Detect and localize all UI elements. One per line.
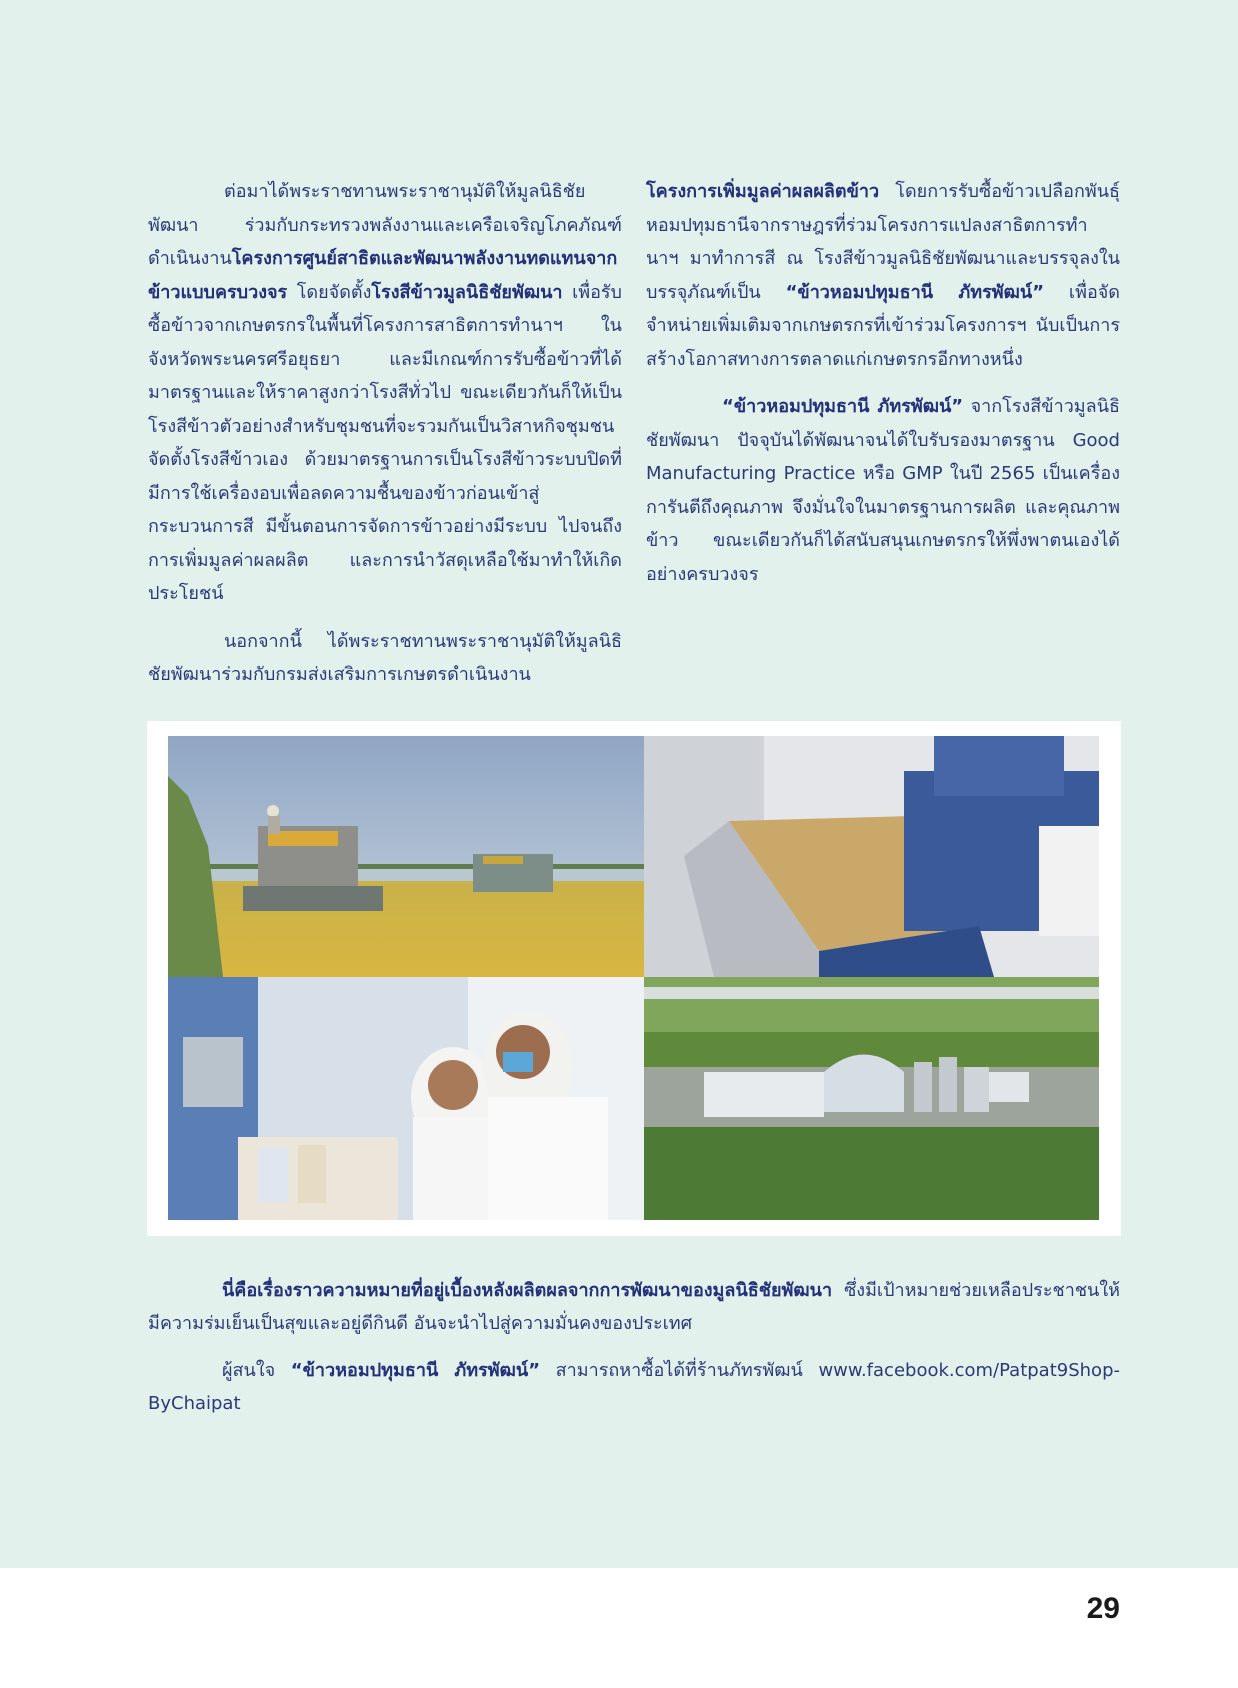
right-text-column <box>646 175 1120 605</box>
rice-mill-aerial-photo <box>644 977 1099 1220</box>
page-number: 29 <box>1086 1592 1120 1625</box>
right-paragraph-1: โครงการเพิ่มมูลค่าผลผลิตข้าว โดยการรับซื้อข้าวเปลือกพันธุ์หอมปทุมธานีจากราษฎรที่ร่วมโครงการแปลงสาธิตการทำนาฯ มาทำการสี ณ โรงสีข้าวมูลนิธิชัยพัฒนาและบรรจุลงในบรรจุภัณฑ์เป็น “ข้าวหอมปทุมธานี ภัทรพัฒน์” เพื่อจัดจำหน่ายเพิ่มเติมจากเกษตรกรที่เข้าร่วมโครงการฯ นับเป็นการสร้างโอกาสทางการตลาดแก่เกษตรกรอีกทางหนึ่ง <box>646 181 1120 370</box>
left-text-column <box>148 175 622 706</box>
closing-paragraph-1: นี่คือเรื่องราวความหมายที่อยู่เบื้องหลังผลิตผลจากการพัฒนาของมูลนิธิชัยพัฒนา ซึ่งมีเป้าหมายช่วยเหลือประชาชนให้มีความร่มเย็นเป็นสุขและอยู่ดีกินดี อันจะนำไปสู่ความมั่นคงของประเทศ <box>148 1280 1120 1334</box>
left-paragraph-1: ต่อมาได้พระราชทานพระราชานุมัติให้มูลนิธิชัยพัฒนา ร่วมกับกระทรวงพลังงานและเครือเจริญโภคภัณฑ์ ดำเนินงานโครงการศูนย์สาธิตและพัฒนาพลังงานทดแทนจากข้าวแบบครบวงจร โดยจัดตั้งโรงสีข้าวมูลนิธิชัยพัฒนา เพื่อรับซื้อข้าวจากเกษตรกรในพื้นที่โครงการสาธิตการทำนาฯ ในจังหวัดพระนครศรีอยุธยา และมีเกณฑ์การรับซื้อข้าวที่ได้มาตรฐานและให้ราคาสูงกว่าโรงสีทั่วไป ขณะเดียวกันก็ให้เป็นโรงสีข้าวตัวอย่างสำหรับชุมชนที่จะรวมกันเป็นวิสาหกิจชุมชนจัดตั้งโรงสีข้าวเอง ด้วยมาตรฐานการเป็นโรงสีข้าวระบบปิดที่มีการใช้เครื่องอบเพื่อลดความชื้นของข้าวก่อนเข้าสู่กระบวนการสี มีขั้นตอนการจัดการข้าวอย่างมีระบบ ไปจนถึงการเพิ่มมูลค่าผลผลิต และการนำวัสดุเหลือใช้มาทำให้เกิดประโยชน์ <box>148 181 622 604</box>
closing-text <box>148 1274 1120 1434</box>
left-paragraph-2: นอกจากนี้ ได้พระราชทานพระราชานุมัติให้มูลนิธิชัยพัฒนาร่วมกับกรมส่งเสริมการเกษตรดำเนินงาน <box>148 630 622 685</box>
right-paragraph-2: “ข้าวหอมปทุมธานี ภัทรพัฒน์” จากโรงสีข้าวมูลนิธิชัยพัฒนา ปัจจุบันได้พัฒนาจนได้ใบรับรองมาตรฐาน Good Manufacturing Practice หรือ GMP ในปี 2565 เป็นเครื่องการันตีถึงคุณภาพ จึงมั่นใจในมาตรฐานการผลิต และคุณภาพข้าว ขณะเดียวกันก็ได้สนับสนุนเกษตรกรให้พึ่งพาตนเองได้อย่างครบวงจร <box>646 396 1120 585</box>
photo-collage <box>147 721 1121 1236</box>
rice-milling-machine-photo <box>644 736 1099 977</box>
rice-packing-workers-photo <box>168 977 644 1220</box>
rice-harvest-photo <box>168 736 644 977</box>
closing-paragraph-2: ผู้สนใจ “ข้าวหอมปทุมธานี ภัทรพัฒน์” สามารถหาซื้อได้ที่ร้านภัทรพัฒน์ www.facebook.com/Patpat9Shop-ByChaipat <box>148 1360 1120 1414</box>
